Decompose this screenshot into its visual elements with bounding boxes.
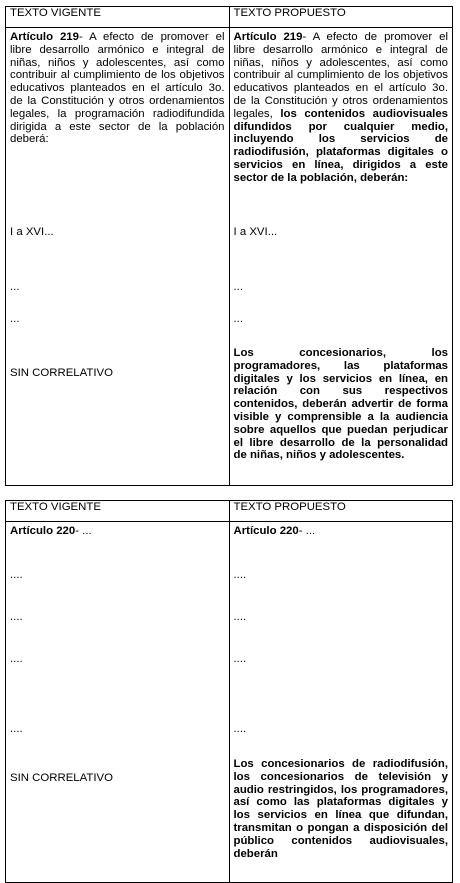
comparison-table-article-220 xyxy=(5,500,453,883)
proposed-article-220 xyxy=(234,525,449,538)
no-correlative-label: SIN CORRELATIVO xyxy=(10,367,113,379)
proposed-new-paragraph: Los concesionarios de radiodifusión, los concesionarios de televisión y audio restringidos, los programadores, así como las plataformas digitales y los servicios en línea que difundan, transmitan o pongan a disposición del público contenidos audiovisuales, deberán xyxy=(233,758,448,860)
header-texto-vigente: TEXTO VIGENTE xyxy=(6,7,230,28)
ellipsis-1: ... xyxy=(233,281,243,293)
ellipsis-4: .... xyxy=(10,723,23,735)
proposed-text-cell xyxy=(229,522,453,883)
ellipsis-2: ... xyxy=(233,313,243,325)
ellipsis-1: .... xyxy=(233,569,247,581)
fraction-range: I a XVI... xyxy=(233,226,278,238)
current-article-220 xyxy=(10,525,225,538)
proposed-article-219 xyxy=(234,31,449,185)
header-texto-propuesto: TEXTO PROPUESTO xyxy=(229,7,453,28)
article-label: Artículo 220 xyxy=(10,525,76,537)
proposed-text-cell xyxy=(229,28,453,486)
comparison-table-article-219 xyxy=(5,6,453,486)
ellipsis-1: .... xyxy=(10,569,23,581)
header-texto-vigente: TEXTO VIGENTE xyxy=(6,501,230,522)
article-added-text: los contenidos audiovisuales difundidos por cualquier medio, incluyendo los servicios de radiodifusión, plataformas digitales o servicios en línea, dirigidos a este sector de la población, deberán: xyxy=(233,107,448,184)
article-text: - A efecto de promover el libre desarrollo armónico e integral de niñas, niños y adolescentes, así como contribuir al cumplimiento de los objetivos educativos planteados en el artículo 3o. de la Constitución y otros ordenamientos legales, la programación radiodifundida dirigida a este sector de la población deberá: xyxy=(10,31,225,146)
article-text: - A efecto de promover el libre desarrollo armónico e integral de niñas, niños y adolescentes, así como contribuir al cumplimiento de los objetivos educativos planteados en el artículo 3o. de la Constitución y otros ordenamientos legales, xyxy=(233,31,448,120)
ellipsis-3: .... xyxy=(10,653,23,665)
ellipsis-4: .... xyxy=(233,723,247,735)
ellipsis-1: ... xyxy=(10,281,20,293)
no-correlative-label: SIN CORRELATIVO xyxy=(10,772,113,784)
article-text: - ... xyxy=(75,525,92,537)
ellipsis-2: .... xyxy=(10,611,23,623)
current-article-219 xyxy=(10,31,225,146)
header-texto-propuesto: TEXTO PROPUESTO xyxy=(229,501,453,522)
article-label: Artículo 220 xyxy=(233,525,299,537)
fraction-range: I a XVI... xyxy=(10,226,54,238)
ellipsis-2: ... xyxy=(10,313,20,325)
article-text: - ... xyxy=(298,525,316,537)
article-label: Artículo 219 xyxy=(233,31,303,43)
current-text-cell xyxy=(6,28,230,486)
ellipsis-3: .... xyxy=(233,653,247,665)
article-label: Artículo 219 xyxy=(10,31,79,43)
current-text-cell xyxy=(6,522,230,883)
ellipsis-2: .... xyxy=(233,611,247,623)
proposed-new-paragraph: Los concesionarios, los programadores, las plataformas digitales y los servicios en línea, en relación con sus respectivos contenidos, deberán advertir de forma visible y comprensible a la audiencia sobre aquellos que puedan perjudicar el libre desarrollo de la personalidad de niñas, niños y adolescentes. xyxy=(233,347,448,462)
